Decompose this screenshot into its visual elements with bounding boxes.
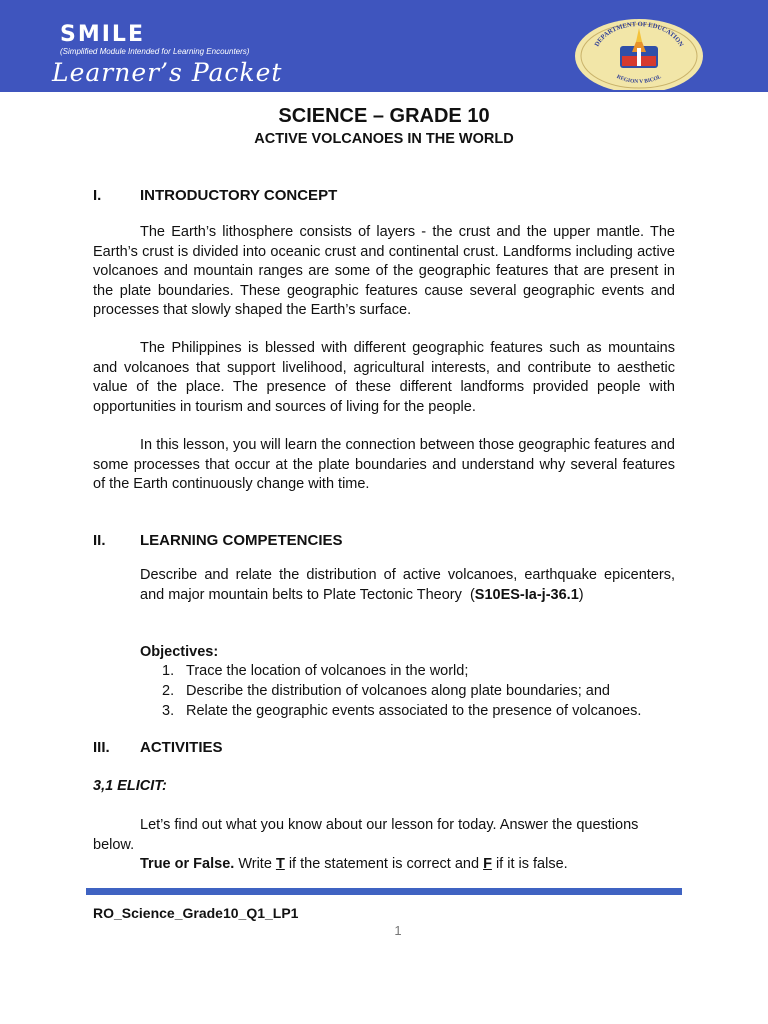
competency-code: S10ES-Ia-j-36.1 bbox=[474, 586, 579, 603]
intro-paragraph-2: The Philippines is blessed with different geographic features such as mountains and volcanoes that support livelihood, agricultural interests, and contribute to aesthetic value of the place. The presence of these different landforms provided people with opportunities in tourism and sources of living for the people. bbox=[93, 340, 675, 415]
section-number: III. bbox=[93, 739, 110, 756]
elicit-instruction: Let’s find out what you know about our lesson for today. Answer the questions below. bbox=[93, 817, 639, 853]
footer-code: RO_Science_Grade10_Q1_LP1 bbox=[93, 905, 299, 921]
footer-divider bbox=[86, 888, 682, 895]
tf-f: F bbox=[483, 856, 492, 872]
competency-code-open: ( bbox=[469, 586, 475, 603]
tf-t: T bbox=[275, 856, 285, 872]
item-text: Trace the location of volcanoes in the world; bbox=[186, 663, 469, 679]
deped-seal-logo bbox=[574, 18, 704, 90]
brand-subtitle: (Simplified Module Intended for Learning Encounters) bbox=[60, 47, 250, 56]
tf-end: if it is false. bbox=[495, 856, 568, 872]
item-number: 2. bbox=[162, 682, 175, 699]
section-title: INTRODUCTORY CONCEPT bbox=[140, 187, 338, 204]
tf-mid: if the statement is correct and bbox=[288, 856, 480, 872]
objectives-list bbox=[162, 662, 641, 721]
seal-text-bottom: REGION V BICOL bbox=[615, 73, 663, 85]
competency-code-close: ) bbox=[578, 586, 584, 603]
brand-name: SMILE bbox=[60, 22, 145, 47]
section-number: II. bbox=[93, 532, 106, 549]
page-number: 1 bbox=[394, 923, 402, 938]
true-false-instruction bbox=[140, 855, 675, 875]
section-title: ACTIVITIES bbox=[140, 739, 223, 756]
tf-write: Write bbox=[238, 856, 272, 872]
objectives-label: Objectives: bbox=[140, 644, 219, 660]
section-heading-competencies bbox=[93, 532, 343, 549]
page-title: SCIENCE – GRADE 10 bbox=[278, 105, 490, 127]
competency-text bbox=[140, 566, 675, 605]
item-text: Relate the geographic events associated to the presence of volcanoes. bbox=[186, 702, 642, 719]
list-item bbox=[162, 662, 641, 682]
item-text: Describe the distribution of volcanoes along plate boundaries; and bbox=[186, 682, 610, 699]
section-heading-activities bbox=[93, 739, 223, 756]
section-title: LEARNING COMPETENCIES bbox=[140, 532, 343, 549]
seal-text-top: DEPARTMENT OF EDUCATION bbox=[593, 20, 685, 48]
page-subtitle: ACTIVE VOLCANOES IN THE WORLD bbox=[254, 131, 514, 147]
section-heading-introductory bbox=[93, 187, 337, 204]
section-number: I. bbox=[93, 187, 102, 204]
list-item bbox=[162, 682, 641, 702]
packet-title: Learner’s Packet bbox=[52, 58, 283, 87]
item-number: 3. bbox=[162, 702, 175, 719]
competency-description: Describe and relate the distribution of active volcanoes, earthquake epicenters, and major mountain belts to Plate Tectonic Theory bbox=[140, 567, 675, 603]
intro-paragraph-3: In this lesson, you will learn the connection between those geographic features and some processes that occur at the plate boundaries and understand why several features of the Earth continuously change with time. bbox=[93, 437, 675, 492]
list-item bbox=[162, 702, 641, 722]
item-number: 1. bbox=[162, 663, 175, 679]
header-banner bbox=[0, 0, 768, 92]
tf-label: True or False. bbox=[140, 856, 235, 872]
intro-paragraph-1: The Earth’s lithosphere consists of layers - the crust and the upper mantle. The Earth’s crust is divided into oceanic crust and continental crust. Landforms including active volcanoes and mountain ranges are some of the geographic features that are present in the plate boundaries. These geographic features cause several geographic events and processes that slowly shaped the Earth’s surface. bbox=[93, 224, 675, 318]
elicit-heading: 3,1 ELICIT: bbox=[93, 778, 167, 794]
